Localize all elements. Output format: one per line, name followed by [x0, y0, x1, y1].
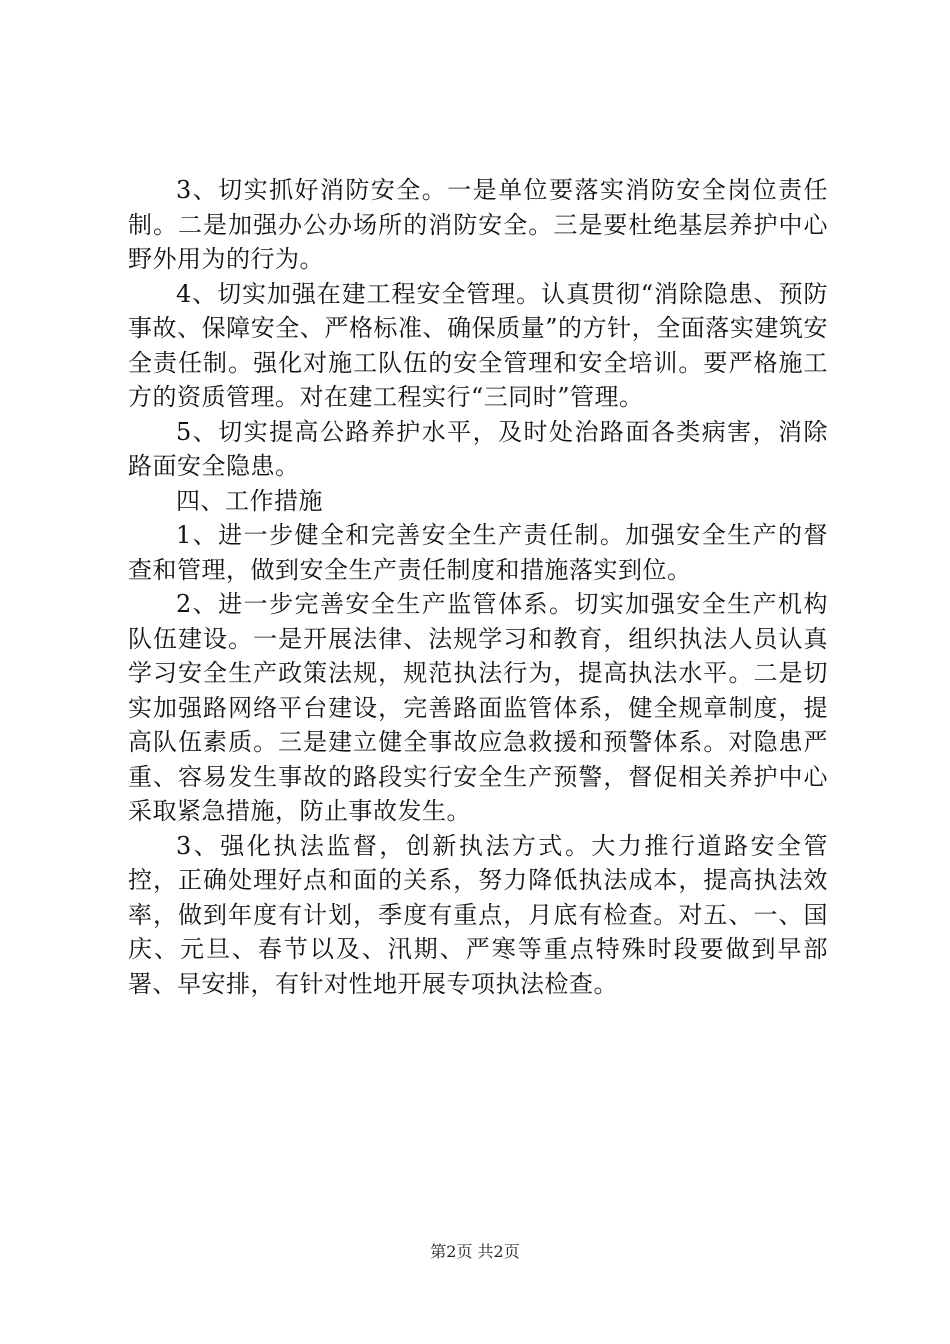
section-heading-work-measures: 四、工作措施	[176, 486, 323, 515]
paragraph-law-enforcement: 3、强化执法监督，创新执法方式。大力推行道路安全管控，正确处理好点和面的关系，努力降低执法成本，提高执法效率，做到年度有计划，季度有重点，月底有检查。对五、一、国庆、元旦、春节以及、汛期、严寒等重点特殊时段要做到早部署、早安排，有针对性地开展专项执法检查。	[128, 831, 828, 998]
paragraph-fire-safety: 3、切实抓好消防安全。一是单位要落实消防安全岗位责任制。二是加强办公办场所的消防安全。三是要杜绝基层养护中心野外用为的行为。	[128, 176, 828, 273]
paragraph-road-maintenance: 5、切实提高公路养护水平，及时处治路面各类病害，消除路面安全隐患。	[128, 417, 828, 480]
paragraph-responsibility-system: 1、进一步健全和完善安全生产责任制。加强安全生产的督查和管理，做到安全生产责任制度和措施落实到位。	[128, 521, 828, 584]
paragraph-supervision-system: 2、进一步完善安全生产监管体系。切实加强安全生产机构队伍建设。一是开展法律、法规学习和教育，组织执法人员认真学习安全生产政策法规，规范执法行为，提高执法水平。二是切实加强路网络平台建设，完善路面监管体系，健全规章制度，提高队伍素质。三是建立健全事故应急救援和预警体系。对隐患严重、容易发生事故的路段实行安全生产预警，督促相关养护中心采取紧急措施，防止事故发生。	[128, 590, 828, 825]
page-number-footer: 第2页 共2页	[430, 1242, 520, 1261]
document-body	[128, 173, 828, 1001]
paragraph-construction-safety: 4、切实加强在建工程安全管理。认真贯彻“消除隐患、预防事故、保障安全、严格标准、确保质量”的方针，全面落实建筑安全责任制。强化对施工队伍的安全管理和安全培训。要严格施工方的资质管理。对在建工程实行“三同时”管理。	[128, 279, 828, 411]
